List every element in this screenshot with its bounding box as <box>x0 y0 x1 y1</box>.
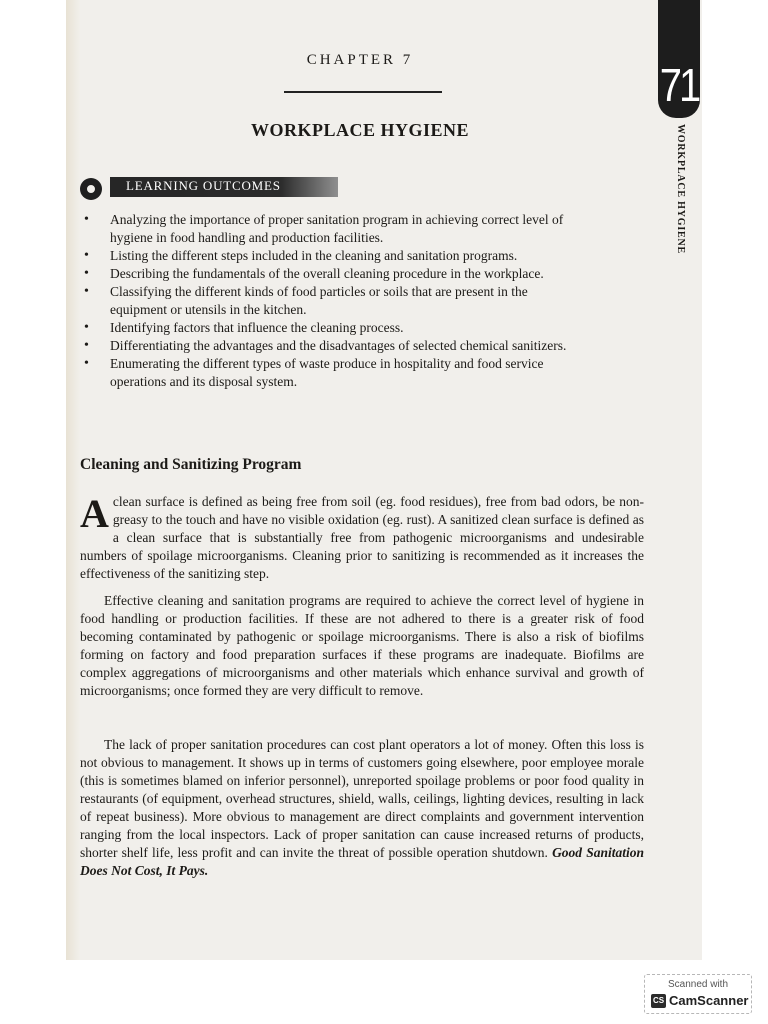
drop-cap: A <box>80 491 109 536</box>
section-heading: Cleaning and Sanitizing Program <box>80 456 302 473</box>
list-item: • Describing the fundamentals of the overall cleaning procedure in the workplace. <box>80 265 580 283</box>
paragraph-2: Effective cleaning and sanitation programs are required to achieve the correct level of hygiene in food handling or production facilities. If these are not adhered to there is a greater risk of food becoming contaminated by pathogenic or spoilage microorganisms. There is also a risk of biofilms forming on factory and food preparation surfaces if these programs are inadequate. Biofilms are complex aggregations of microorganisms and other materials which enhance survival and growth of microorganisms; once formed they are very difficult to remove. <box>80 593 644 698</box>
page-gutter <box>66 0 80 960</box>
side-running-title: WORKPLACE HYGIENE <box>675 124 686 255</box>
paragraph-1 <box>80 493 644 583</box>
target-icon <box>80 178 102 200</box>
list-item: • Listing the different steps included in the cleaning and sanitation programs. <box>80 247 580 265</box>
page-number: 71 <box>659 60 699 112</box>
scanner-caption: Scanned with <box>667 979 729 990</box>
chapter-title: WORKPLACE HYGIENE <box>250 120 470 140</box>
chapter-label: CHAPTER 7 <box>306 52 414 68</box>
paragraph-1-text: clean surface is defined as being free from soil (eg. food residues), free from bad odors, be non-greasy to the touch and have no visible oxidation (eg. rust). A sanitized clean surface is defined as a clean surface that is substantially free from pathogenic microorganisms and undesirable numbers of spoilage microorganisms. Cleaning prior to sanitizing is recommended as it increases the effectiveness of the sanitizing step. <box>80 494 644 581</box>
camscanner-logo-icon: CS <box>651 994 666 1008</box>
list-item: • Identifying factors that influence the cleaning process. <box>80 319 580 337</box>
scanner-watermark <box>644 974 752 1014</box>
paragraph-3-emphasis: Good Sanitation Does Not Cost, It Pays. <box>80 845 644 878</box>
learning-outcomes-list <box>80 211 580 391</box>
list-item: • Classifying the different kinds of food particles or soils that are present in the equipment or utensils in the kitchen. <box>80 283 580 319</box>
scanner-brand: CamScanner <box>669 993 749 1008</box>
list-item: • Enumerating the different types of waste produce in hospitality and food service operations and its disposal system. <box>80 355 580 391</box>
chapter-divider <box>284 91 442 93</box>
learning-outcomes-heading: LEARNING OUTCOMES <box>126 178 281 193</box>
list-item: • Analyzing the importance of proper sanitation program in achieving correct level of hygiene in food handling and production facilities. <box>80 211 580 247</box>
list-item: • Differentiating the advantages and the disadvantages of selected chemical sanitizers. <box>80 337 580 355</box>
paragraph-3 <box>80 736 644 880</box>
paragraph-3-text: The lack of proper sanitation procedures can cost plant operators a lot of money. Often this loss is not obvious to management. It shows up in terms of customers going elsewhere, poor employee morale (this is sometimes blamed on inferior personnel), unreported spoilage problems or poor food quality in restaurants (of equipment, overhead structures, shield, walls, ceilings, lighting devices, resulting in lack of repeat business). More obvious to management are direct complaints and government intervention ranging from the local inspectors. Lack of proper sanitation can cause increased returns of products, shorter shelf life, less profit and can invite the threat of possible operation shutdown. <box>80 737 644 860</box>
